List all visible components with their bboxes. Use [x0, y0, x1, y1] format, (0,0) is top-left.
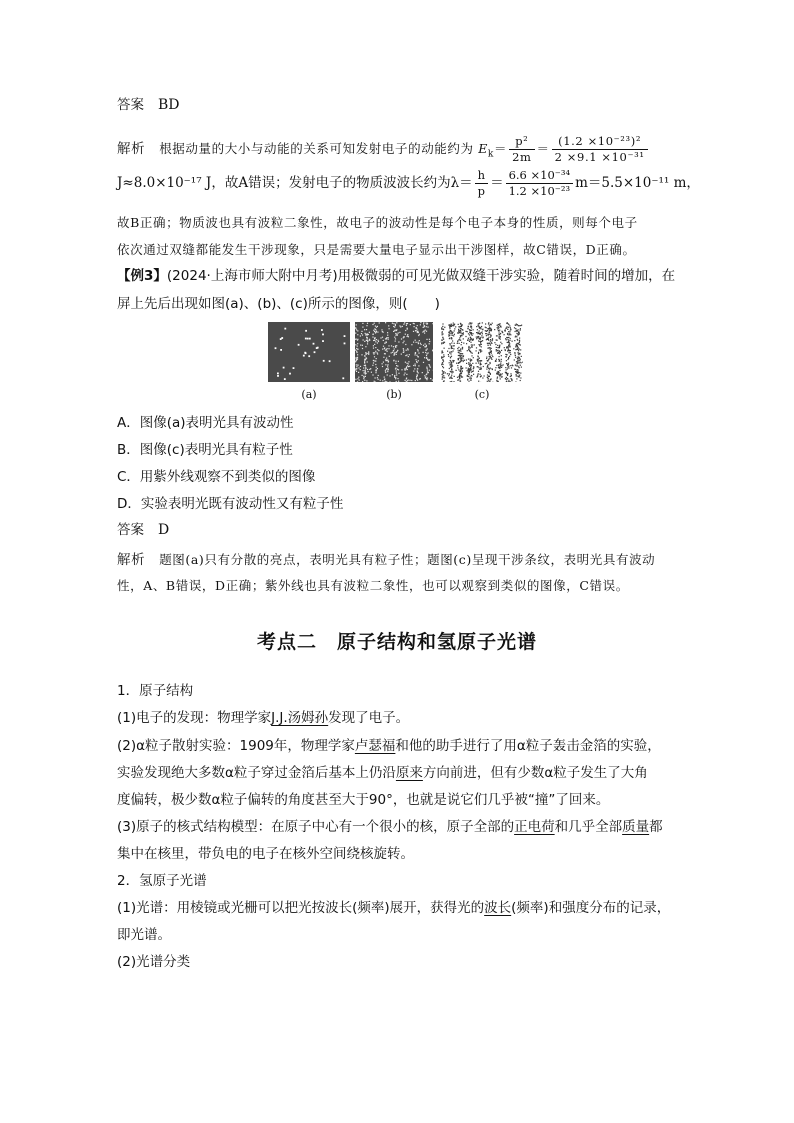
underlined-term: 原来: [395, 765, 423, 781]
analysis-text: m＝5.5×10⁻¹¹ m，: [575, 175, 700, 191]
section-2-para-1-line-2: 即光谱。: [117, 927, 171, 943]
answer-label: 答案: [117, 97, 144, 113]
equals-sign: ＝: [536, 141, 550, 156]
figure-a-caption: (a): [301, 388, 317, 401]
fraction-p2-2m: $\frac{\text{p²}}{2m}$: [509, 134, 534, 165]
figure-b-caption: (b): [386, 388, 402, 401]
answer-line: [117, 520, 682, 540]
answer-value: BD: [158, 97, 180, 113]
example-line-1: [117, 266, 682, 286]
analysis-line-1: [117, 132, 682, 166]
figure-a: [268, 322, 350, 382]
underlined-term: 质量: [622, 819, 650, 835]
underlined-term: 波长: [484, 900, 512, 916]
option-b: B．图像(c)表明光具有粒子性: [117, 442, 293, 458]
analysis-line-3: 故B正确；物质波也具有波粒二象性，故电子的波动性是每个电子本身的性质，则每个电子: [117, 215, 638, 230]
analysis-text: J≈8.0×10⁻¹⁷ J，故A错误；发射电子的物质波波长约为λ＝: [117, 175, 473, 191]
analysis2-line-2: 性，A、B错误，D正确；紫外线也具有波粒二象性，也可以观察到类似的图像，C错误。: [117, 578, 629, 593]
figure-b-image: [355, 322, 433, 382]
section-2-para-2: (2)光谱分类: [117, 954, 191, 970]
equals-sign: ＝: [490, 175, 504, 191]
equals-sign: ＝: [493, 141, 508, 156]
analysis-line-4: 依次通过双缝都能发生干涉现象，只是需要大量电子显示出干涉图样，故C错误，D正确。: [117, 242, 636, 257]
option-c: C．用紫外线观察不到类似的图像: [117, 469, 316, 485]
ek-subscript: k: [487, 149, 494, 160]
analysis-label: 解析: [117, 141, 146, 157]
section-1-title: 1．原子结构: [117, 683, 194, 699]
figure-c-image: [441, 322, 523, 382]
underlined-term: 卢瑟福: [354, 738, 396, 754]
fraction-h-p: $\frac{h}{p}$: [475, 168, 488, 199]
figure-b: [355, 322, 433, 382]
underlined-term: J.J.汤姆孙: [271, 710, 329, 726]
fraction-wavelength-value: $\frac{\text{6.6 ×10⁻³⁴}}{\text{1.2 ×10⁻²³}}$: [506, 168, 574, 199]
section-1-para-1: (1)电子的发现：物理学家J.J.汤姆孙发现了电子。: [117, 710, 410, 726]
answer-value: D: [158, 522, 170, 538]
analysis-text: 题图(a)只有分散的亮点，表明光具有粒子性；题图(c)呈现干涉条纹，表明光具有波动: [159, 552, 656, 567]
analysis-text: 根据动量的大小与动能的关系可知发射电子的动能约为: [159, 141, 474, 156]
section-2-para-1-line-1: (1)光谱：用棱镜或光栅可以把光按波长(频率)展开，获得光的波长(频率)和强度分布的记录，: [117, 900, 671, 916]
section-1-para-2-line-1: (2)α粒子散射实验：1909年，物理学家卢瑟福和他的助手进行了用α粒子轰击金箔的实验，: [117, 738, 661, 754]
answer-line: [117, 95, 682, 115]
figure-a-image: [268, 322, 350, 382]
analysis-label: 解析: [117, 552, 146, 568]
analysis2-line-1: [117, 550, 682, 570]
section-1-para-3-line-1: (3)原子的核式结构模型：在原子中心有一个很小的核，原子全部的正电荷和几乎全部质量都: [117, 819, 663, 835]
answer-label: 答案: [117, 522, 144, 538]
option-d: D．实验表明光既有波动性又有粒子性: [117, 496, 344, 512]
underlined-term: 正电荷: [514, 819, 555, 835]
fraction-energy-value: $\frac{\text{(1.2 ×10⁻²³)²}}{\text{2 ×9.1 ×10⁻³¹}}$: [552, 134, 648, 165]
section-2-title: 2．氢原子光谱: [117, 873, 207, 889]
section-1-para-3-line-2: 集中在核里，带负电的电子在核外空间绕核旋转。: [117, 846, 414, 862]
ek-symbol: E: [478, 141, 488, 156]
example-line-2: 屏上先后出现如图(a)、(b)、(c)所示的图像，则( ): [117, 296, 440, 312]
option-a: A．图像(a)表明光具有波动性: [117, 415, 294, 431]
example-text: (2024·上海市师大附中月考)用极微弱的可见光做双缝干涉实验，随着时间的增加，在: [166, 268, 676, 284]
section-1-para-2-line-3: 度偏转，极少数α粒子偏转的角度甚至大于90°，也就是说它们几乎被“撞”了回来。: [117, 792, 610, 808]
example-tag: 【例3】: [117, 268, 167, 284]
section-heading: 考点二 原子结构和氢原子光谱: [256, 631, 537, 653]
section-1-para-2-line-2: 实验发现绝大多数α粒子穿过金箔后基本上仍沿原来方向前进，但有少数α粒子发生了大角: [117, 765, 648, 781]
figure-c: [441, 322, 523, 382]
figure-c-caption: (c): [474, 388, 490, 401]
analysis-line-2: [117, 166, 700, 200]
